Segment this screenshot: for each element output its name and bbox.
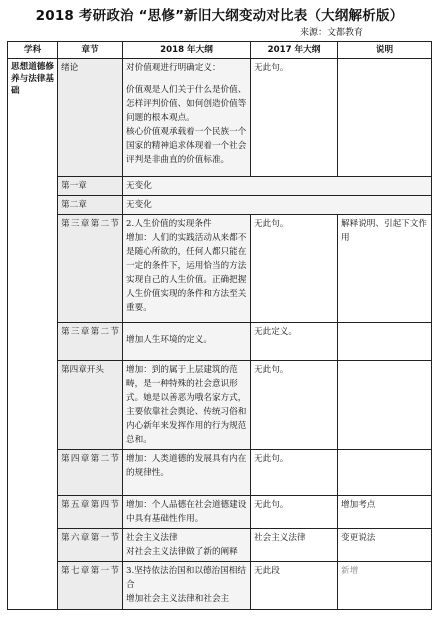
content-2018-cell: 增加：人类道德的发展具有内在的规律性。 — [123, 450, 251, 496]
table-row — [8, 196, 432, 215]
content-2017-cell: 无此句。 — [251, 496, 338, 529]
column-header-2017: 2017 年大纲 — [251, 42, 338, 59]
comparison-table — [7, 41, 432, 610]
content-2018-cell — [123, 215, 251, 323]
chapter-cell: 第四章开头 — [58, 361, 123, 450]
note-cell: 新增 — [338, 562, 432, 610]
content-2018-cell — [123, 59, 251, 177]
content-line: 核心价值观承载着一个民族一个国家的精神追求体现着一个社会评判是非曲直的价值标准。 — [126, 127, 247, 165]
table-row — [8, 529, 432, 562]
content-2018-cell — [123, 323, 251, 361]
table-row — [8, 361, 432, 450]
subject-cell: 思想道德修养与法律基础 — [8, 59, 58, 610]
content-line: 对社会主义法律做了新的阐释 — [126, 547, 238, 557]
note-cell: 增加考点 — [338, 496, 432, 529]
content-line: 3.坚持依法治国和以德治国相结合 — [126, 566, 246, 590]
note-cell: 变更说法 — [338, 529, 432, 562]
content-2018-cell: 无变化 — [123, 196, 432, 215]
content-2018-cell: 增加：个人品德在社会道德建设中具有基础性作用。 — [123, 496, 251, 529]
page-title: 2018 考研政治 “思修”新旧大纲变动对比表（大纲解析版） — [35, 8, 404, 24]
column-header-subject: 学科 — [8, 42, 58, 59]
content-line: 对价值观进行明确定义： — [126, 63, 221, 73]
content-line: 增加：人们的实践活动从来都不是随心所欲的，任何人都只能在一定的条件下，运用恰当的方法实现自己的人生价值。正确把握人生价值实现的条件和方法至关重要。 — [126, 233, 247, 313]
chapter-cell: 第二章 — [58, 196, 123, 215]
content-2018-cell: 增加：到的属于上层建筑的范畴，是一种特殊的社会意识形式。她是以善恶为哦名家方式，主要依靠社会舆论、传统习俗和内心新年来发挥作用的行为规范总和。 — [123, 361, 251, 450]
content-2017-cell: 无此段 — [251, 562, 338, 610]
table-row — [8, 496, 432, 529]
content-2018-cell — [123, 562, 251, 610]
content-2018-cell — [123, 529, 251, 562]
table-row — [8, 177, 432, 196]
chapter-cell: 绪论 — [58, 59, 123, 177]
content-line: 社会主义法律 — [126, 533, 178, 543]
chapter-cell: 第四章第二节 — [58, 450, 123, 496]
note-cell — [338, 361, 432, 450]
chapter-cell: 第三章第二节 — [58, 323, 123, 361]
note-cell — [338, 323, 432, 361]
content-2018-cell: 无变化 — [123, 177, 432, 196]
chapter-cell: 第五章第四节 — [58, 496, 123, 529]
chapter-cell: 第七章第一节 — [58, 562, 123, 610]
content-2017-cell: 无此句。 — [251, 450, 338, 496]
content-2017-cell: 无此句。 — [251, 361, 338, 450]
chapter-cell: 第一章 — [58, 177, 123, 196]
content-2017-cell: 无此句。 — [251, 215, 338, 323]
note-cell — [338, 450, 432, 496]
table-header-row — [8, 42, 432, 59]
source-label: 来源：文都教育 — [300, 28, 364, 38]
content-2017-cell: 无此定义。 — [251, 323, 338, 361]
chapter-cell: 第六章第一节 — [58, 529, 123, 562]
note-cell: 解释说明、引起下文作用 — [338, 215, 432, 323]
column-header-2018: 2018 年大纲 — [123, 42, 251, 59]
table-row — [8, 59, 432, 177]
table-row — [8, 562, 432, 610]
content-line: 价值观是人们关于什么是价值、怎样评判价值、如何创造价值等问题的根本观点。 — [126, 85, 247, 123]
content-2017-cell: 社会主义法律 — [251, 529, 338, 562]
table-row — [8, 215, 432, 323]
content-line: 2.人生价值的实现条件 — [126, 219, 212, 229]
content-2017-cell: 无此句。 — [251, 59, 338, 177]
note-cell — [338, 59, 432, 177]
content-line: 增加社会主义法律和社会主 — [126, 594, 230, 604]
table-row — [8, 323, 432, 361]
content-line: 增加人生环境的定义。 — [126, 335, 212, 345]
column-header-chapter: 章节 — [58, 42, 123, 59]
chapter-cell: 第三章第二节 — [58, 215, 123, 323]
table-row — [8, 450, 432, 496]
column-header-note: 说明 — [338, 42, 432, 59]
